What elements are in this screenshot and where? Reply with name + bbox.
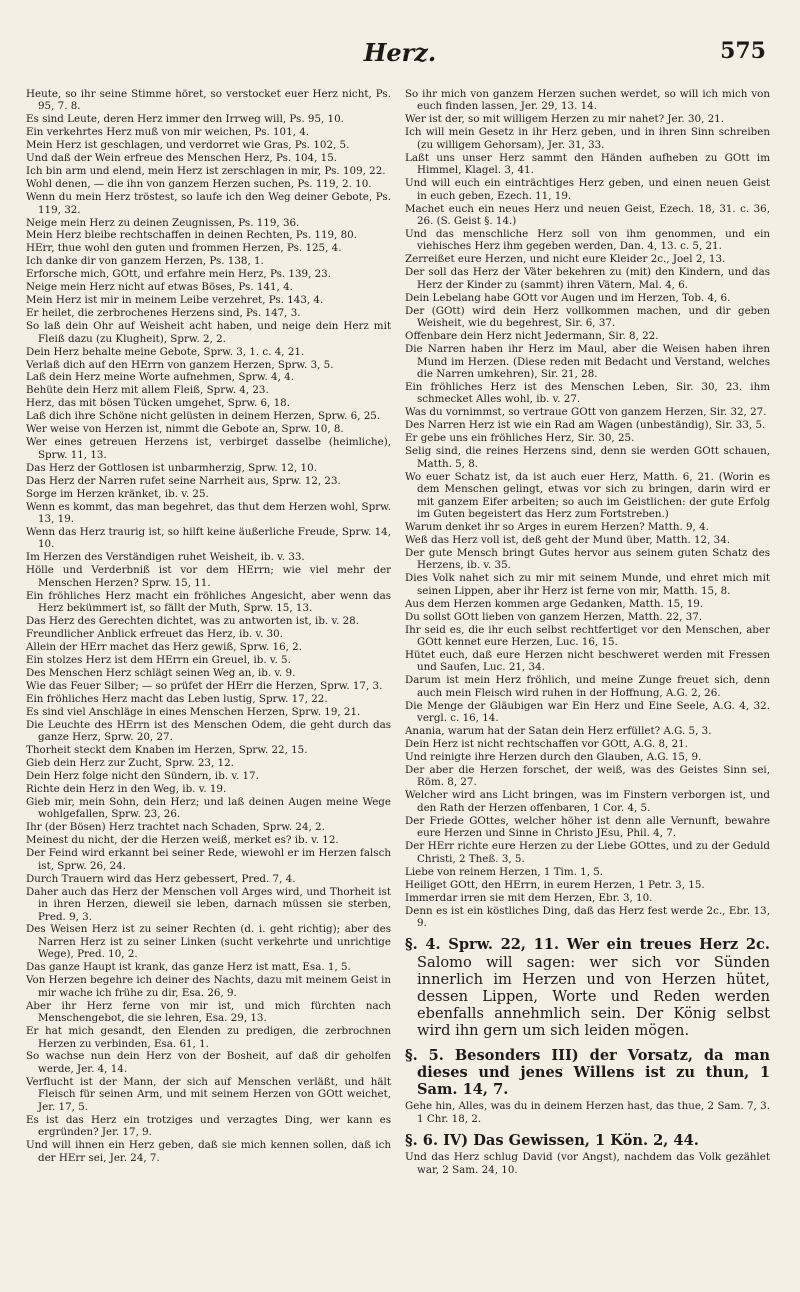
entry: Verlaß dich auf den HErrn von ganzem Herzen, Sprw. 3, 5. xyxy=(26,358,334,371)
entry: Dein Herz ist nicht rechtschaffen vor GOtt, A.G. 8, 21. xyxy=(405,738,688,751)
entry: Und will euch ein einträchtiges Herz geben, und einen neuen Geist in euch geben, Ezech. 11, 19. xyxy=(405,177,770,202)
entry: Neige mein Herz zu deinen Zeugnissen, Ps. 119, 36. xyxy=(26,216,300,229)
entry: Im Herzen des Verständigen ruhet Weisheit, ib. v. 33. xyxy=(26,551,305,564)
entry: Ein verkehrtes Herz muß von mir weichen, Ps. 101, 4. xyxy=(26,126,310,139)
entry: Gehe hin, Alles, was du in deinem Herzen hast, das thue, 2 Sam. 7, 3. 1 Chr. 18, 2. xyxy=(405,1100,770,1125)
entry: Thorheit steckt dem Knaben im Herzen, Sprw. 22, 15. xyxy=(26,744,308,757)
page-header xyxy=(0,38,800,74)
entry: So ihr mich von ganzem Herzen suchen werdet, so will ich mich von euch finden lassen, Jer. 29, 13. 14. xyxy=(405,88,770,113)
entry: Das Herz des Gerechten dichtet, was zu antworten ist, ib. v. 28. xyxy=(26,615,359,628)
entry: Und daß der Wein erfreue des Menschen Herz, Ps. 104, 15. xyxy=(26,152,338,165)
entry: Wenn es kommt, das man begehret, das thut dem Herzen wohl, Sprw. 13, 19. xyxy=(26,500,391,525)
entry: Denn es ist ein köstliches Ding, daß das Herz fest werde 2c., Ebr. 13, 9. xyxy=(405,904,770,929)
entry: Dies Volk nahet sich zu mir mit seinem Munde, und ehret mich mit seinen Lippen, aber ihr Herz ist ferne von mir, Matth. 15, 8. xyxy=(405,572,770,597)
entry: Wer ist der, so mit willigem Herzen zu mir nahet? Jer. 30, 21. xyxy=(405,113,724,126)
entry: Weß das Herz voll ist, deß geht der Mund über, Matth. 12, 34. xyxy=(405,533,731,546)
entry: Immerdar irren sie mit dem Herzen, Ebr. 3, 10. xyxy=(405,891,653,904)
entry: Der Feind wird erkannt bei seiner Rede, wiewohl er im Herzen falsch ist, Sprw. 26, 24. xyxy=(26,847,391,872)
entry: Allein der HErr machet das Herz gewiß, Sprw. 16, 2. xyxy=(26,640,302,653)
entry: Sorge im Herzen kränket, ib. v. 25. xyxy=(26,487,209,500)
entry: Er gebe uns ein fröhliches Herz, Sir. 30, 25. xyxy=(405,432,635,445)
entry: Durch Trauern wird das Herz gebessert, Pred. 7, 4. xyxy=(26,872,296,885)
entry: Neige mein Herz nicht auf etwas Böses, Ps. 141, 4. xyxy=(26,281,293,294)
entry: Mein Herz ist mir in meinem Leibe verzehret, Ps. 143, 4. xyxy=(26,294,324,307)
page-title: Herz. xyxy=(363,38,437,67)
entry: Der gute Mensch bringt Gutes hervor aus seinem guten Schatz des Herzens, ib. v. 35. xyxy=(405,546,770,572)
entry: Ihr (der Bösen) Herz trachtet nach Schaden, Sprw. 24, 2. xyxy=(26,821,325,834)
entry: Laß dich ihre Schöne nicht gelüsten in deinem Herzen, Sprw. 6, 25. xyxy=(26,410,381,423)
entry: Mein Herz bleibe rechtschaffen in deinen Rechten, Ps. 119, 80. xyxy=(26,229,357,242)
entry: Wohl denen, — die ihn von ganzem Herzen suchen, Ps. 119, 2. 10. xyxy=(26,178,372,191)
entry: Des Narren Herz ist wie ein Rad am Wagen (unbeständig), Sir. 33, 5. xyxy=(405,419,766,432)
entry: Meinest du nicht, der die Herzen weiß, merket es? ib. v. 12. xyxy=(26,834,339,847)
entry: Der Friede GOttes, welcher höher ist denn alle Vernunft, bewahre eure Herzen und Sinne in Christo JEsu, Phil. 4, 7. xyxy=(405,814,770,840)
entry: Und will ihnen ein Herz geben, daß sie mich kennen sollen, daß ich der HErr sei, Jer. 24, 7. xyxy=(26,1139,391,1164)
entry: Wo euer Schatz ist, da ist auch euer Herz, Matth. 6, 21. (Worin es dem Menschen gelingt, etwas vor sich zu bringen, darin wird er mit ganzem Eifer arbeiten; so auch im Geistlichen: der gute Erfolg im Guten begeistert das Herz zum Fortstreben.) xyxy=(405,470,770,520)
entry: Darum ist mein Herz fröhlich, und meine Zunge freuet sich, denn auch mein Fleisch wird ruhen in der Hoffnung, A.G. 2, 26. xyxy=(405,674,770,699)
entry: Es ist das Herz ein trotziges und verzagtes Ding, wer kann es ergründen? Jer. 17, 9. xyxy=(26,1113,391,1139)
entry: Ich bin arm und elend, mein Herz ist zerschlagen in mir, Ps. 109, 22. xyxy=(26,165,386,178)
entry: Wie das Feuer Silber; — so prüfet der HErr die Herzen, Sprw. 17, 3. xyxy=(26,679,383,692)
entry: Heiliget GOtt, den HErrn, in eurem Herzen, 1 Petr. 3, 15. xyxy=(405,878,705,891)
entry: Liebe von reinem Herzen, 1 Tim. 1, 5. xyxy=(405,865,604,878)
entry: Und reinigte ihre Herzen durch den Glauben, A.G. 15, 9. xyxy=(405,751,702,764)
entry: Die Menge der Gläubigen war Ein Herz und Eine Seele, A.G. 4, 32. vergl. c. 16, 14. xyxy=(405,699,770,725)
entry: Das ganze Haupt ist krank, das ganze Herz ist matt, Esa. 1, 5. xyxy=(26,961,351,974)
entry: Die Leuchte des HErrn ist des Menschen Odem, die geht durch das ganze Herz, Sprw. 20, 27. xyxy=(26,718,391,744)
text-columns xyxy=(26,88,770,1278)
entry: Welcher wird ans Licht bringen, was im Finstern verborgen ist, und den Rath der Herzen offenbaren, 1 Cor. 4, 5. xyxy=(405,789,770,814)
entry: Das Herz der Gottlosen ist unbarmherzig, Sprw. 12, 10. xyxy=(26,461,317,474)
entry: So laß dein Ohr auf Weisheit acht haben, und neige dein Herz mit Fleiß dazu (zu Klugheit), Sprw. 2, 2. xyxy=(26,320,391,345)
entry: Behüte dein Herz mit allem Fleiß, Sprw. 4, 23. xyxy=(26,384,269,397)
section-5-entries xyxy=(405,1100,770,1125)
entry: Du sollst GOtt lieben von ganzem Herzen, Matth. 22, 37. xyxy=(405,610,703,623)
entry: Es sind viel Anschläge in eines Menschen Herzen, Sprw. 19, 21. xyxy=(26,705,361,718)
entry: Ihr seid es, die ihr euch selbst rechtfertiget vor den Menschen, aber GOtt kennet eure Herzen, Luc. 16, 15. xyxy=(405,623,770,648)
entry: Erforsche mich, GOtt, und erfahre mein Herz, Ps. 139, 23. xyxy=(26,268,332,281)
section-4-heading: §. 4. Sprw. 22, 11. Wer ein treues Herz 2c. xyxy=(405,936,770,954)
entry: Gieb mir, mein Sohn, dein Herz; und laß deinen Augen meine Wege wohlgefallen, Sprw. 23, 26. xyxy=(26,795,391,821)
entry: Ein fröhliches Herz macht ein fröhliches Angesicht, aber wenn das Herz bekümmert ist, so fällt der Muth, Sprw. 15, 13. xyxy=(26,589,391,615)
entry: Freundlicher Anblick erfreuet das Herz, ib. v. 30. xyxy=(26,628,283,641)
entry: Dein Herz folge nicht den Sündern, ib. v. 17. xyxy=(26,770,259,783)
entry: Zerreißet eure Herzen, und nicht eure Kleider 2c., Joel 2, 13. xyxy=(405,253,726,266)
entry: Heute, so ihr seine Stimme höret, so verstocket euer Herz nicht, Ps. 95, 7. 8. xyxy=(26,88,391,113)
entry: Anania, warum hat der Satan dein Herz erfüllet? A.G. 5, 3. xyxy=(405,725,712,738)
section-5-heading: §. 5. Besonders III) der Vorsatz, da man dieses und jenes Willens ist zu thun, 1 Sam. 14, 7. xyxy=(405,1046,770,1099)
entry: Aber ihr Herz ferne von mir ist, und mich fürchten nach Menschengebot, die sie lehren, Esa. 29, 13. xyxy=(26,999,391,1025)
entry: Mein Herz ist geschlagen, und verdorret wie Gras, Ps. 102, 5. xyxy=(26,139,350,152)
entry: So wachse nun dein Herz von der Bosheit, auf daß dir geholfen werde, Jer. 4, 14. xyxy=(26,1050,391,1075)
entry: Daher auch das Herz der Menschen voll Arges wird, und Thorheit ist in ihren Herzen, dieweil sie leben, darnach müssen sie sterben, Pred. 9, 3. xyxy=(26,885,391,923)
entry: Des Menschen Herz schlägt seinen Weg an, ib. v. 9. xyxy=(26,666,296,679)
entry: Von Herzen begehre ich deiner des Nachts, dazu mit meinem Geist in mir wache ich frühe zu dir, Esa. 26, 9. xyxy=(26,974,391,999)
entry: Laßt uns unser Herz sammt den Händen aufheben zu GOtt im Himmel, Klagel. 3, 41. xyxy=(405,151,770,177)
entry: Dein Herz behalte meine Gebote, Sprw. 3, 1. c. 4, 21. xyxy=(26,345,305,358)
entry: Herz, das mit bösen Tücken umgehet, Sprw. 6, 18. xyxy=(26,397,290,410)
section-4-text: Salomo will sagen: wer sich vor Sünden innerlich im Herzen und von Herzen hütet, dessen Lippen, Worte und Reden werden ebenfalls annehmlich sein. Der König selbst wird ihn gern um sich leiden mögen. xyxy=(417,953,770,1040)
entry: Wenn das Herz traurig ist, so hilft keine äußerliche Freude, Sprw. 14, 10. xyxy=(26,525,391,551)
entry: Das Herz der Narren rufet seine Narrheit aus, Sprw. 12, 23. xyxy=(26,474,341,487)
entry: Gieb dein Herz zur Zucht, Sprw. 23, 12. xyxy=(26,757,234,770)
entry: Verflucht ist der Mann, der sich auf Menschen verläßt, und hält Fleisch für seinen Arm, und mit seinem Herzen von GOtt weichet, Jer. 17, 5. xyxy=(26,1075,391,1113)
entry: Der aber die Herzen forschet, der weiß, was des Geistes Sinn sei, Röm. 8, 27. xyxy=(405,764,770,789)
left-column xyxy=(26,88,391,1278)
entry: Ein fröhliches Herz ist des Menschen Leben, Sir. 30, 23. ihm schmecket Alles wohl, ib. v. 27. xyxy=(405,380,770,406)
entry: Richte dein Herz in den Weg, ib. v. 19. xyxy=(26,782,227,795)
entry: Ich danke dir von ganzem Herzen, Ps. 138, 1. xyxy=(26,255,264,268)
entry: Wenn du mein Herz tröstest, so laufe ich den Weg deiner Gebote, Ps. 119, 32. xyxy=(26,191,391,216)
entry: Hölle und Verderbniß ist vor dem HErrn; wie viel mehr der Menschen Herzen? Sprw. 15, 11. xyxy=(26,564,391,589)
section-4 xyxy=(405,936,770,1039)
entry: Der soll das Herz der Väter bekehren zu (mit) den Kindern, und das Herz der Kinder zu (sammt) ihren Vätern, Mal. 4, 6. xyxy=(405,266,770,291)
entry: Der (GOtt) wird dein Herz vollkommen machen, und dir geben Weisheit, wie du begehrest, Sir. 6, 37. xyxy=(405,304,770,330)
entry: Es sind Leute, deren Herz immer den Irrweg will, Ps. 95, 10. xyxy=(26,113,344,126)
entry: Ich will mein Gesetz in ihr Herz geben, und in ihren Sinn schreiben (zu willigem Gehorsam), Jer. 31, 33. xyxy=(405,126,770,151)
entry: Der HErr richte eure Herzen zu der Liebe GOttes, und zu der Geduld Christi, 2 Theß. 3, 5. xyxy=(405,840,770,865)
entry: Wer eines getreuen Herzens ist, verbirget dasselbe (heimliche), Sprw. 11, 13. xyxy=(26,436,391,461)
entry: Ein fröhliches Herz macht das Leben lustig, Sprw. 17, 22. xyxy=(26,692,328,705)
page-number: 575 xyxy=(720,38,766,64)
entry: Dein Lebelang habe GOtt vor Augen und im Herzen, Tob. 4, 6. xyxy=(405,291,731,304)
entry: Warum denket ihr so Arges in eurem Herzen? Matth. 9, 4. xyxy=(405,520,709,533)
right-column xyxy=(405,88,770,1278)
entry: Aus dem Herzen kommen arge Gedanken, Matth. 15, 19. xyxy=(405,597,704,610)
right-column-entries xyxy=(405,88,770,929)
entry: Ein stolzes Herz ist dem HErrn ein Greuel, ib. v. 5. xyxy=(26,653,291,666)
entry: Und das Herz schlug David (vor Angst), nachdem das Volk gezählet war, 2 Sam. 24, 10. xyxy=(405,1151,770,1176)
entry: Machet euch ein neues Herz und neuen Geist, Ezech. 18, 31. c. 36, 26. (S. Geist §. 14.) xyxy=(405,202,770,228)
entry: Er heilet, die zerbrochenes Herzens sind, Ps. 147, 3. xyxy=(26,307,301,320)
entry: Was du vornimmst, so vertraue GOtt von ganzem Herzen, Sir. 32, 27. xyxy=(405,406,767,419)
entry: HErr, thue wohl den guten und frommen Herzen, Ps. 125, 4. xyxy=(26,242,342,255)
entry: Und das menschliche Herz soll von ihm genommen, und ein viehisches Herz ihm gegeben werden, Dan. 4, 13. c. 5, 21. xyxy=(405,227,770,253)
entry: Selig sind, die reines Herzens sind, denn sie werden GOtt schauen, Matth. 5, 8. xyxy=(405,445,770,470)
section-6-entries xyxy=(405,1151,770,1176)
entry: Des Weisen Herz ist zu seiner Rechten (d. i. geht richtig); aber des Narren Herz ist zu seiner Linken (sucht verkehrte und unrichtige Wege), Pred. 10, 2. xyxy=(26,923,391,961)
entry: Laß dein Herz meine Worte aufnehmen, Sprw. 4, 4. xyxy=(26,371,294,384)
entry: Wer weise von Herzen ist, nimmt die Gebote an, Sprw. 10, 8. xyxy=(26,423,344,436)
entry: Hütet euch, daß eure Herzen nicht beschweret werden mit Fressen und Saufen, Luc. 21, 34. xyxy=(405,648,770,674)
entry: Offenbare dein Herz nicht Jedermann, Sir. 8, 22. xyxy=(405,330,659,343)
entry: Er hat mich gesandt, den Elenden zu predigen, die zerbrochnen Herzen zu verbinden, Esa. 61, 1. xyxy=(26,1025,391,1050)
section-6-heading: §. 6. IV) Das Gewissen, 1 Kön. 2, 44. xyxy=(405,1132,699,1150)
entry: Die Narren haben ihr Herz im Maul, aber die Weisen haben ihren Mund im Herzen. (Diese reden mit Bedacht und Verstand, welches die Narren umkehren), Sir. 21, 28. xyxy=(405,343,770,380)
